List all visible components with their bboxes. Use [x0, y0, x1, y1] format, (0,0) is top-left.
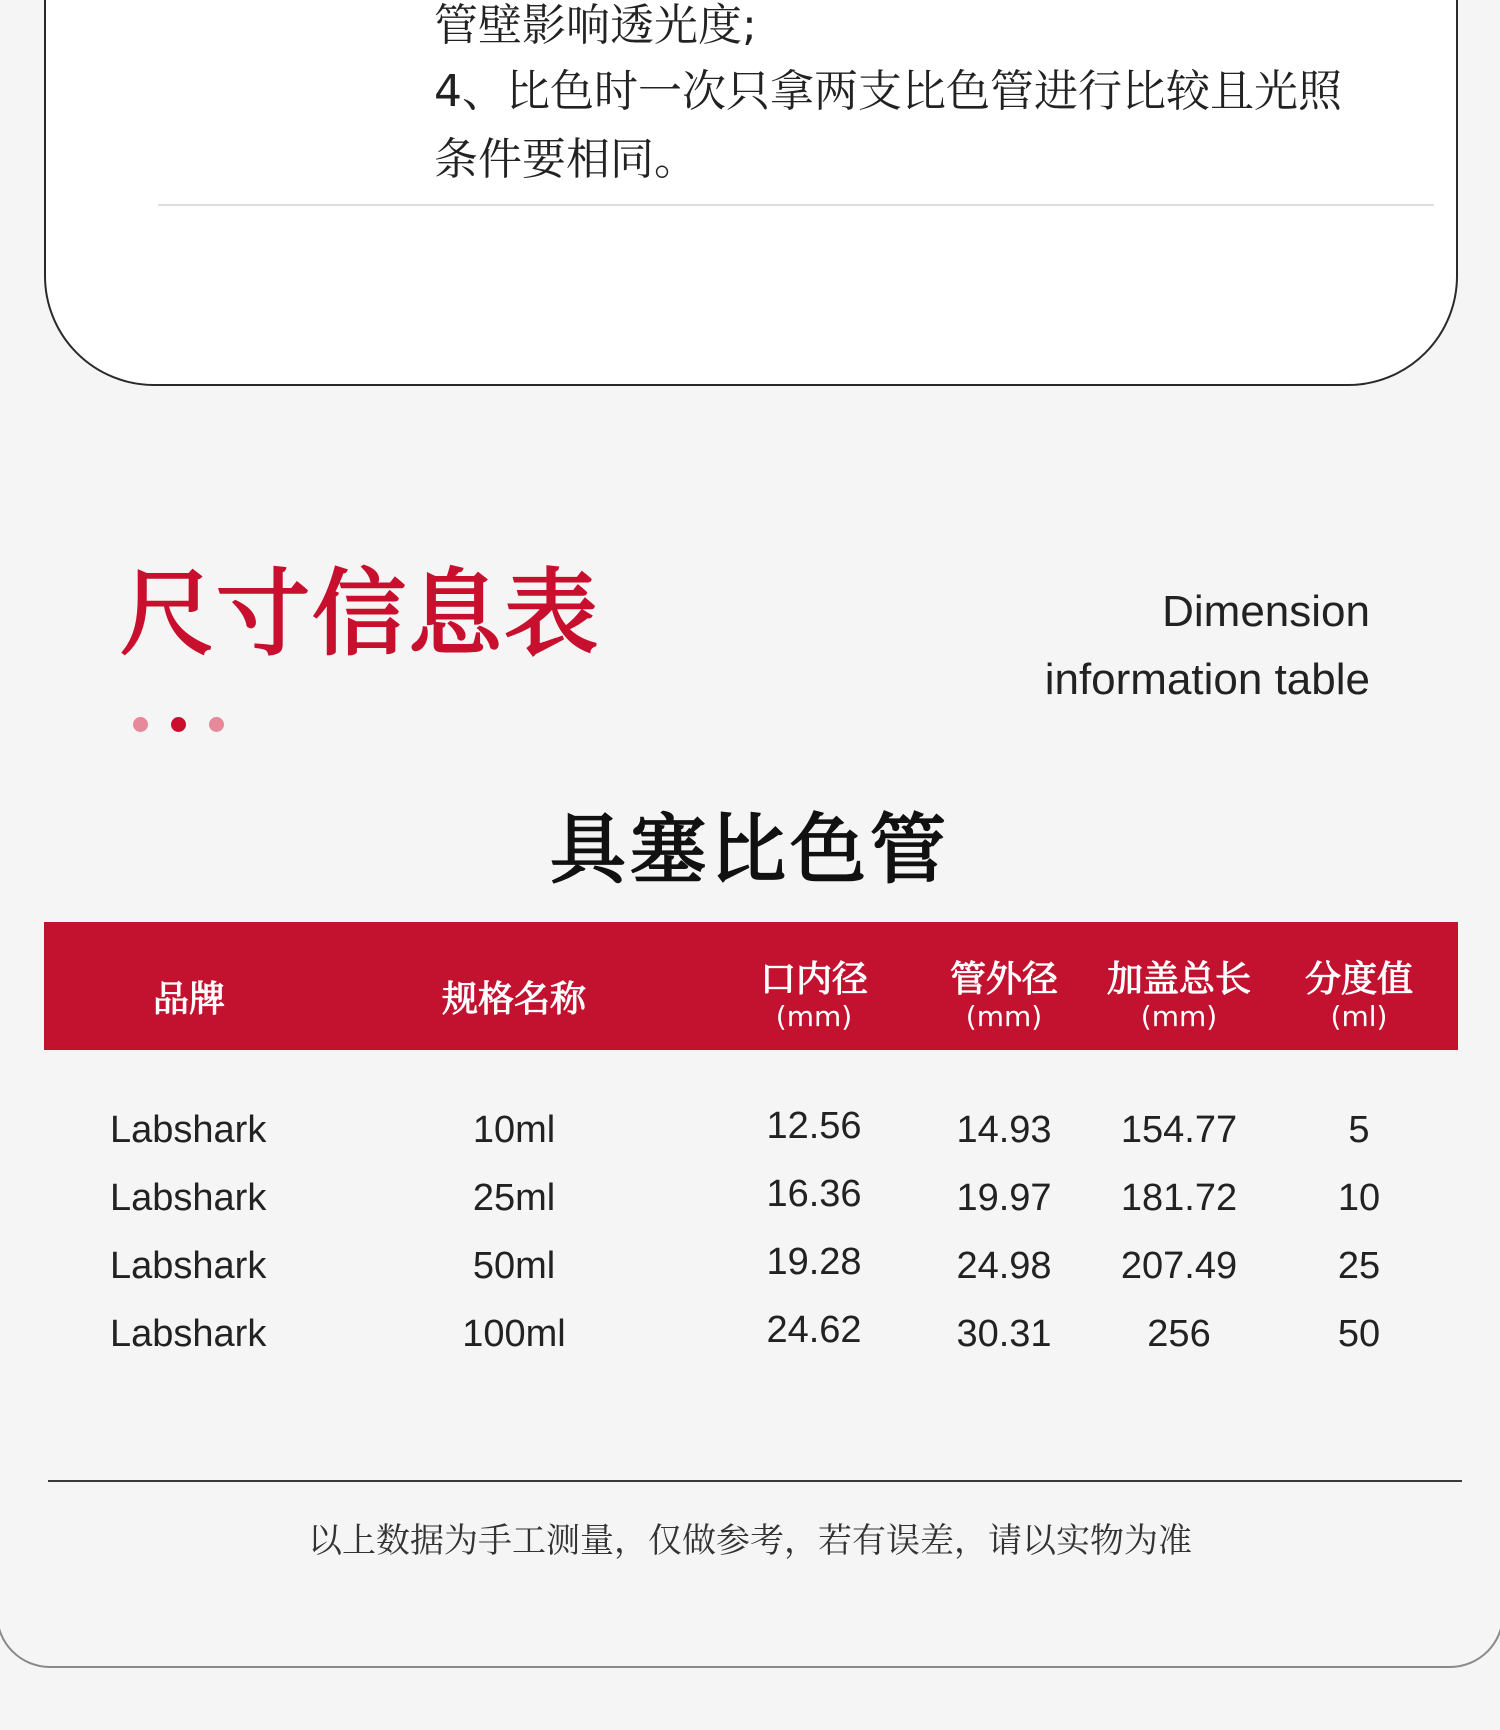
footnote: 以上数据为手工测量，仅做参考，若有误差，请以实物为准 [308, 1521, 1192, 1561]
cell-brand: Labshark [110, 1245, 267, 1287]
note-line-3: 条件要相同。 [434, 134, 698, 185]
cell-spec: 25ml [472, 1177, 556, 1219]
cell-graduation: 50 [1337, 1313, 1381, 1355]
cell-total-length: 256 [1147, 1313, 1211, 1355]
table-row [44, 1164, 1458, 1232]
cell-total-length: 154.77 [1120, 1109, 1238, 1151]
cell-brand: Labshark [110, 1177, 267, 1219]
table-row [44, 1096, 1458, 1164]
header-label: 规格名称 [441, 979, 586, 1020]
header-brand [84, 922, 294, 1050]
cell-spec: 50ml [472, 1245, 556, 1287]
cell-total-length: 181.72 [1120, 1177, 1238, 1219]
cell-brand: Labshark [110, 1109, 267, 1151]
cell-outer-diameter: 30.31 [956, 1313, 1052, 1355]
header-label: 品牌 [152, 979, 225, 1020]
cell-graduation: 25 [1337, 1245, 1381, 1287]
table-row [44, 1232, 1458, 1300]
header-unit: (ml) [1330, 1000, 1388, 1033]
subtitle-line-1: Dimension [1162, 587, 1370, 636]
header-spec-name [354, 922, 674, 1050]
header-label: 加盖总长 [1106, 959, 1251, 1000]
cell-outer-diameter: 14.93 [956, 1109, 1052, 1151]
cell-graduation: 5 [1348, 1109, 1370, 1151]
header-label: 口内径 [759, 959, 868, 1000]
header-unit: (mm) [965, 1000, 1043, 1033]
bottom-card-frame [0, 1360, 1500, 1668]
header-label: 分度值 [1304, 959, 1413, 1000]
cell-outer-diameter: 24.98 [956, 1245, 1052, 1287]
cell-graduation: 10 [1337, 1177, 1381, 1219]
header-outer-diameter [914, 922, 1094, 1050]
note-line-1: 管壁影响透光度; [434, 0, 757, 51]
dot-icon [209, 717, 224, 732]
header-unit: (mm) [775, 1000, 853, 1033]
product-title: 具塞比色管 [550, 805, 950, 894]
cell-inner-diameter: 19.28 [766, 1241, 862, 1283]
table-row [44, 1300, 1458, 1368]
header-graduation [1284, 922, 1434, 1050]
notes-card [44, 0, 1458, 386]
header-total-length [1094, 922, 1264, 1050]
section-subtitle [1045, 578, 1370, 714]
subtitle-line-2: information table [1044, 655, 1370, 704]
cell-total-length: 207.49 [1120, 1245, 1238, 1287]
cell-inner-diameter: 24.62 [766, 1309, 862, 1351]
cell-spec: 100ml [462, 1313, 566, 1355]
cell-inner-diameter: 12.56 [766, 1105, 862, 1147]
dot-icon [133, 717, 148, 732]
cell-inner-diameter: 16.36 [766, 1173, 862, 1215]
note-line-2: 4、比色时一次只拿两支比色管进行比较且光照 [434, 66, 1342, 117]
cell-outer-diameter: 19.97 [956, 1177, 1052, 1219]
cell-brand: Labshark [110, 1313, 267, 1355]
header-inner-diameter [724, 922, 904, 1050]
footnote-divider [48, 1480, 1462, 1482]
dot-icon [171, 717, 186, 732]
cell-spec: 10ml [472, 1109, 556, 1151]
header-label: 管外径 [949, 959, 1058, 1000]
section-title: 尺寸信息表 [120, 560, 601, 669]
table-header [44, 922, 1458, 1050]
header-unit: (mm) [1140, 1000, 1218, 1033]
notes-divider [158, 204, 1434, 206]
